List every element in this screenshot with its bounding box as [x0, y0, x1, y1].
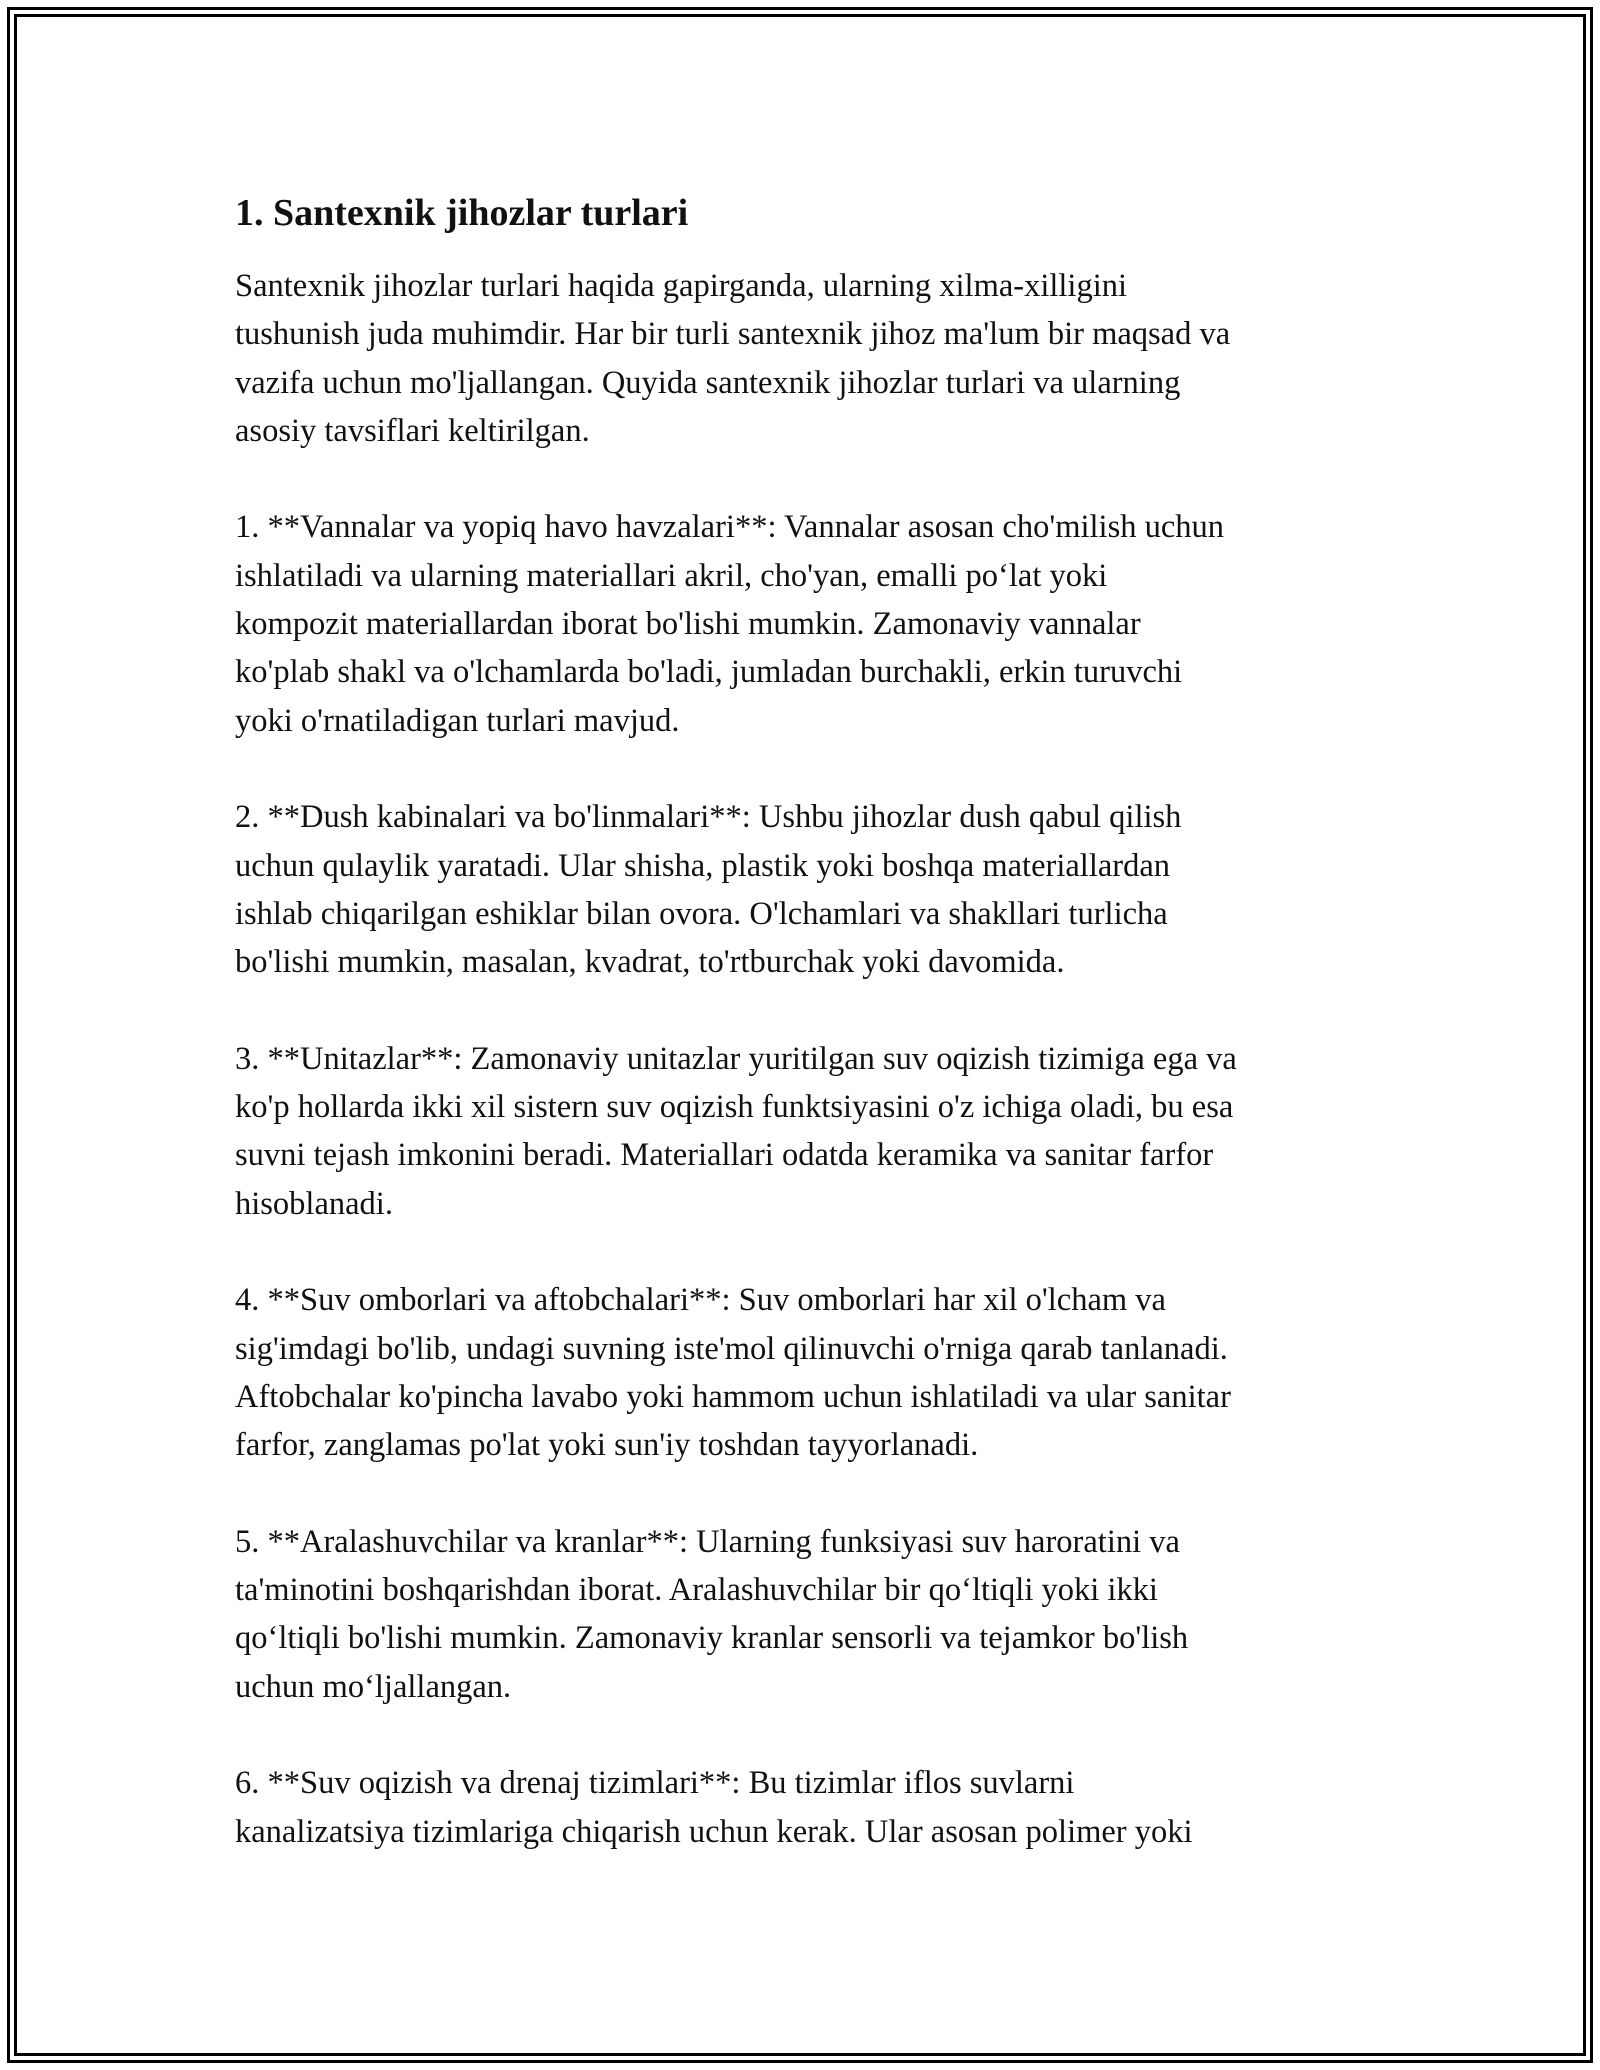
- section-heading: 1. Santexnik jihozlar turlari: [235, 192, 689, 234]
- list-item-vannalar: 1. **Vannalar va yopiq havo havzalari**: Vannalar asosan cho'milish uchun ishlatiladi va ularning materiallari akril, cho'yan, emalli po‘lat yoki kompozit materiallardan iborat bo'lishi mumkin. Zamonaviy vannalar ko'plab shakl va o'lchamlarda bo'ladi, jumladan burchakli, erkin turuvchi yoki o'rnatiladigan turlari mavjud.: [235, 509, 1225, 739]
- document-body: [235, 185, 1375, 1904]
- list-item-suv-omborlari: 4. **Suv omborlari va aftobchalari**: Suv omborlari har xil o'lcham va sig'imdagi bo'lib, undagi suvning iste'mol qilinuvchi o'rniga qarab tanlanadi. Aftobchalar ko'pincha lavabo yoki hammom uchun ishlatiladi va ular sanitar farfor, zanglamas po'lat yoki sun'iy toshdan tayyorlanadi.: [235, 1282, 1231, 1464]
- list-item-unitazlar: 3. **Unitazlar**: Zamonaviy unitazlar yuritilgan suv oqizish tizimiga ega va ko'p hollarda ikki xil sistern suv oqizish funktsiyasini o'z ichiga oladi, bu esa suvni tejash imkonini beradi. Materiallari odatda keramika va sanitar farfor hisoblanadi.: [235, 1040, 1237, 1222]
- intro-paragraph: Santexnik jihozlar turlari haqida gapirganda, ularning xilma-xilligini tushunish juda muhimdir. Har bir turli santexnik jihoz ma'lum bir maqsad va vazifa uchun mo'ljallangan. Quyida santexnik jihozlar turlari va ularning asosiy tavsiflari keltirilgan.: [235, 268, 1231, 449]
- list-item-suv-oqizish: 6. **Suv oqizish va drenaj tizimlari**: Bu tizimlar iflos suvlarni kanalizatsiya tizimlariga chiqarish uchun kerak. Ular asosan polimer yoki: [235, 1765, 1193, 1850]
- list-item-aralashuvchilar: 5. **Aralashuvchilar va kranlar**: Ularning funksiyasi suv haroratini va ta'minotini boshqarishdan iborat. Aralashuvchilar bir qo‘ltiqli yoki ikki qo‘ltiqli bo'lishi mumkin. Zamonaviy kranlar sensorli va tejamkor bo'lish uchun mo‘ljallangan.: [235, 1523, 1189, 1705]
- list-item-dush-kabinalari: 2. **Dush kabinalari va bo'linmalari**: Ushbu jihozlar dush qabul qilish uchun qulaylik yaratadi. Ular shisha, plastik yoki boshqa materiallardan ishlab chiqarilgan eshiklar bilan ovora. O'lchamlari va shakllari turlicha bo'lishi mumkin, masalan, kvadrat, to'rtburchak yoki davomida.: [235, 799, 1182, 981]
